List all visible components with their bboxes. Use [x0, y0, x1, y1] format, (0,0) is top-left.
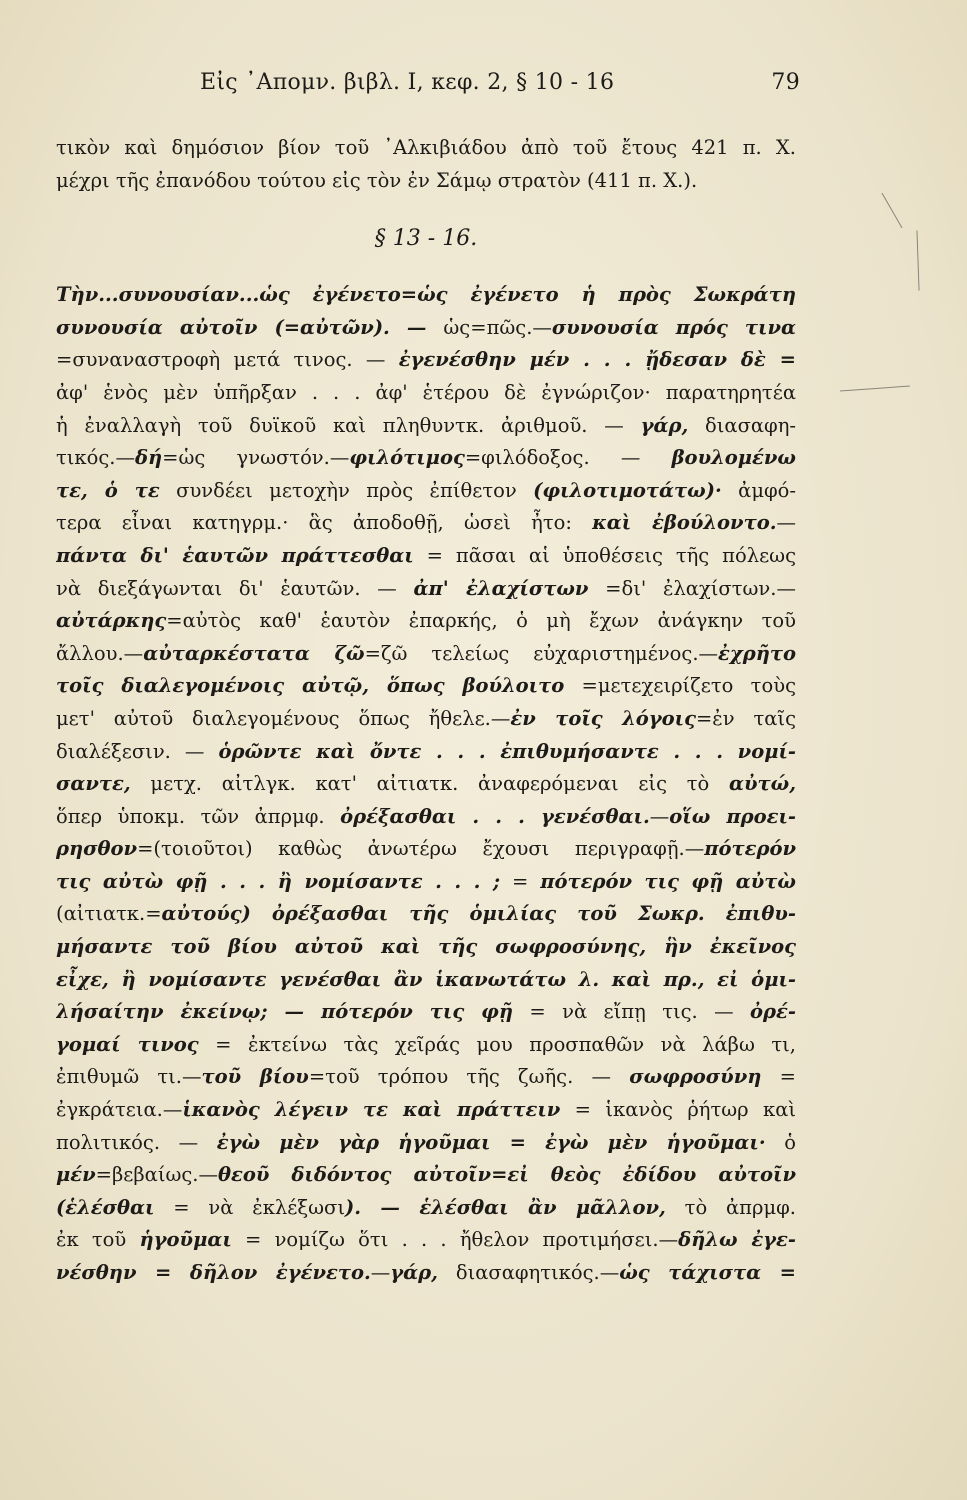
gloss-text: =φιλόδοξος. — [464, 446, 672, 470]
text-line [56, 1192, 796, 1225]
lemma-text: φιλότιμος [349, 446, 465, 470]
lemma-text: πάντα δι' ἑαυτῶν πράττεσθαι [56, 543, 414, 567]
lemma-text: ρησθον [56, 837, 138, 861]
text-line [56, 279, 796, 312]
text-line [56, 1127, 796, 1160]
text-line: μέχρι τῆς ἐπανόδου τούτου εἰς τὸν ἐν Σάμῳ στρατὸν (411 π. Χ.). [56, 168, 698, 192]
lemma-text: γάρ, [390, 1261, 438, 1284]
lemma-text: ἀπ' ἐλαχίστων [413, 576, 589, 600]
gloss-text: — [776, 511, 796, 535]
gloss-text: ὁ [765, 1130, 796, 1154]
gloss-text: ἐγκράτεια.— [56, 1098, 183, 1122]
margin-pencil-mark [882, 193, 903, 228]
gloss-text: = ἐκτείνω τὰς χεῖράς μου προσπαθῶν νὰ λάβω τι, [198, 1032, 796, 1056]
lemma-text: ). — ἑλέσθαι ἂν μᾶλλον, [344, 1195, 666, 1219]
lemma-text: πότερόν [704, 837, 796, 861]
gloss-text: μετχ. αἰτλγκ. κατ' αἰτιατκ. ἀναφερόμεναι εἰς τὸ [130, 772, 729, 796]
gloss-text: = πᾶσαι αἱ ὑποθέσεις τῆς πόλεως [413, 543, 796, 567]
gloss-text: = νὰ εἴπῃ τις. — [513, 1000, 751, 1024]
lemma-text: ἐγὼ μὲν γὰρ ἡγοῦμαι = ἐγὼ μὲν ἡγοῦμαι· [216, 1130, 766, 1154]
gloss-text: τερα εἶναι κατηγρμ.· ἃς ἀποδοθῇ, ὡσεὶ ἦτο: [56, 511, 593, 535]
lemma-text: τοῦ βίου [201, 1065, 309, 1089]
gloss-text: ἄλλου.— [56, 641, 144, 665]
text-line [56, 833, 796, 866]
text-line [56, 344, 796, 377]
lemma-text: τε, ὁ τε [56, 478, 160, 502]
lemma-text: ἐχρῆτο [718, 641, 796, 665]
gloss-text: = νὰ ἐκλέξωσι [154, 1195, 345, 1219]
gloss-text: διασαφη- [688, 413, 796, 437]
lemma-text: ἡγοῦμαι [139, 1228, 232, 1252]
lemma-text: Τὴν...συνουσίαν...ὡς ἐγένετο=ὡς ἐγένετο ἡ πρὸς Σωκράτη [56, 283, 796, 307]
lemma-text: μέν [56, 1163, 96, 1187]
text-line [56, 931, 796, 964]
text-line [56, 475, 796, 508]
lemma-text: δή [134, 446, 163, 470]
text-line [56, 1159, 796, 1192]
lemma-text: καὶ ἐβούλοντο. [592, 511, 777, 535]
gloss-text: πολιτικός. — [56, 1130, 217, 1154]
lemma-text: ἐν τοῖς λόγοις [510, 706, 696, 730]
lemma-text: (φιλοτιμοτάτω)· [533, 478, 722, 502]
gloss-text: = ἱκανὸς ῥήτωρ καὶ [560, 1098, 796, 1122]
gloss-text: =ζῶ τελείως εὐχαριστημένος.— [364, 641, 719, 665]
lemma-text: ὀρέ- [750, 1000, 796, 1024]
gloss-text: ἡ ἐναλλαγὴ τοῦ δυϊκοῦ καὶ πληθυντκ. ἀριθμοῦ. — [56, 413, 641, 437]
lemma-text: ὡς τάχιστα = [619, 1261, 796, 1284]
gloss-text: =τοῦ τρόπου τῆς ζωῆς. — [308, 1065, 630, 1089]
gloss-text: (αἰτιατκ.= [56, 902, 162, 926]
gloss-text: =συναναστροφὴ μετά τινος. — [56, 348, 399, 372]
text-line [56, 964, 796, 997]
gloss-text: ὅπερ ὑποκμ. τῶν ἀπρμφ. [56, 804, 341, 828]
gloss-text: = [500, 869, 541, 893]
lemma-text: πότερόν τις φῇ αὐτὼ [540, 869, 796, 893]
text-line [56, 866, 796, 899]
lemma-text: γάρ, [640, 413, 689, 437]
lemma-text: λήσαίτην ἐκείνῳ; — πότερόν τις φῇ [56, 1000, 513, 1024]
gloss-text: νὰ διεξάγωνται δι' ἑαυτῶν. — [56, 576, 414, 600]
text-line [56, 1061, 796, 1094]
text-line [56, 670, 796, 703]
lemma-text: δῆλω ἐγε- [678, 1228, 796, 1252]
gloss-text: =βεβαίως.— [95, 1163, 218, 1187]
lemma-text: τις αὐτὼ φῇ . . . ἢ νομίσαντε . . . ; [56, 869, 501, 893]
lemma-text: τοῖς διαλεγομένοις αὐτῷ, ὅπως βούλοιτο [56, 674, 565, 698]
gloss-text: =(τοιοῦτοι) καθὼς ἀνωτέρω ἔχουσι περιγραφῇ.— [137, 837, 705, 861]
gloss-text: ἐπιθυμῶ τι.— [56, 1065, 202, 1089]
gloss-text: ἀφ' ἑνὸς μὲν ὑπῆρξαν . . . ἀφ' ἑτέρου δὲ ἐγνώριζον· παρατηρητέα [56, 380, 796, 404]
gloss-text: μετ' αὐτοῦ διαλεγομένους ὅπως ἤθελε.— [56, 706, 511, 730]
text-line [56, 410, 796, 443]
gloss-text: =αὐτὸς καθ' ἑαυτὸν ἐπαρκής, ὁ μὴ ἔχων ἀνάγκην τοῦ [166, 609, 796, 633]
gloss-text: συνδέει μετοχὴν πρὸς ἐπίθετον [159, 478, 534, 502]
lemma-text: ὀρέξασθαι . . . γενέσθαι. [340, 804, 650, 828]
lemma-text: σωφροσύνη [629, 1065, 762, 1089]
commentary-text [56, 132, 796, 1290]
gloss-text: τικός.— [56, 446, 135, 470]
text-line [56, 1257, 796, 1290]
lemma-text: μήσαντε τοῦ βίου αὐτοῦ καὶ τῆς σωφροσύνης, ἣν ἐκεῖνος [56, 935, 796, 959]
gloss-text: τὸ ἀπρμφ. [665, 1195, 796, 1219]
text-line [56, 638, 796, 671]
text-line [56, 312, 796, 345]
text-line [56, 898, 796, 931]
lemma-text: ἐγενέσθην μέν . . . ᾔδεσαν δὲ = [398, 348, 796, 372]
text-line [56, 801, 796, 834]
gloss-text: — [649, 804, 670, 828]
commentary-lines [56, 279, 796, 1289]
text-line [56, 736, 796, 769]
text-line [56, 605, 796, 638]
lemma-text: νέσθην = δῆλον ἐγένετο. [56, 1261, 371, 1284]
gloss-text: =ὡς γνωστόν.— [162, 446, 350, 470]
text-line [56, 1094, 796, 1127]
gloss-text: =μετεχειρίζετο τοὺς [564, 674, 796, 698]
text-line [56, 377, 796, 410]
lemma-text: γομαί τινος [56, 1032, 199, 1056]
lemma-text: οἵω προει- [669, 804, 796, 828]
lemma-text: ἱκανὸς λέγειν τε καὶ πράττειν [182, 1098, 561, 1122]
lemma-text: αὐτάρκης [56, 609, 167, 633]
gloss-text: = νομίζω ὅτι . . . ἤθελον προτιμήσει.— [231, 1228, 679, 1252]
margin-pencil-mark [840, 386, 910, 392]
gloss-text: ἐκ τοῦ [56, 1228, 140, 1252]
gloss-text: διασαφητικός.— [437, 1261, 620, 1284]
gloss-text: ὡς=πῶς.— [443, 315, 552, 339]
lemma-text: αὐτούς) ὀρέξασθαι τῆς ὁμιλίας τοῦ Σωκρ. ἐπιθυ- [161, 902, 796, 926]
text-line [56, 703, 796, 736]
running-head: Εἰς ᾿Απομν. βιβλ. Ι, κεφ. 2, § 10 - 16 [200, 70, 615, 95]
text-line [56, 1029, 796, 1062]
margin-pencil-mark [916, 231, 919, 291]
text-line [56, 996, 796, 1029]
text-line [56, 442, 796, 475]
page-number: 79 [771, 70, 800, 95]
gloss-text: ἀμφό- [721, 478, 796, 502]
section-heading: § 13 - 16. [374, 226, 478, 252]
text-line [56, 1224, 796, 1257]
text-line [56, 507, 796, 540]
text-line [56, 540, 796, 573]
text-line [56, 768, 796, 801]
lemma-text: (ἑλέσθαι [56, 1195, 155, 1219]
lemma-text: σαντε, [56, 772, 131, 796]
lemma-text: θεοῦ διδόντος αὐτοῖν=εἰ θεὸς ἐδίδου αὐτοῖν [218, 1163, 796, 1187]
lemma-text: συνουσία πρός τινα [551, 315, 796, 339]
text-line: τικὸν καὶ δημόσιον βίον τοῦ ᾿Αλκιβιάδου ἀπὸ τοῦ ἔτους 421 π. Χ. [56, 136, 796, 159]
lemma-text: αὐτώ, [728, 772, 796, 796]
gloss-text: =δι' ἐλαχίστων.— [588, 576, 796, 600]
lemma-text: βουλομένω [671, 446, 796, 470]
gloss-text: =ἐν ταῖς [695, 706, 796, 730]
gloss-text: — [370, 1261, 391, 1284]
lemma-text: αὐταρκέστατα ζῶ [143, 641, 365, 665]
lemma-text: ὁρῶντε καὶ ὄντε . . . ἐπιθυμήσαντε . . . νομί- [218, 739, 796, 763]
text-line [56, 573, 796, 606]
lemma-text: συνουσία αὐτοῖν (=αὐτῶν). — [56, 315, 444, 339]
lemma-text: εἶχε, ἢ νομίσαντε γενέσθαι ἂν ἱκανωτάτω λ. καὶ πρ., εἰ ὁμι- [56, 967, 796, 991]
gloss-text: διαλέξεσιν. — [56, 739, 219, 763]
gloss-text: = [761, 1065, 796, 1089]
